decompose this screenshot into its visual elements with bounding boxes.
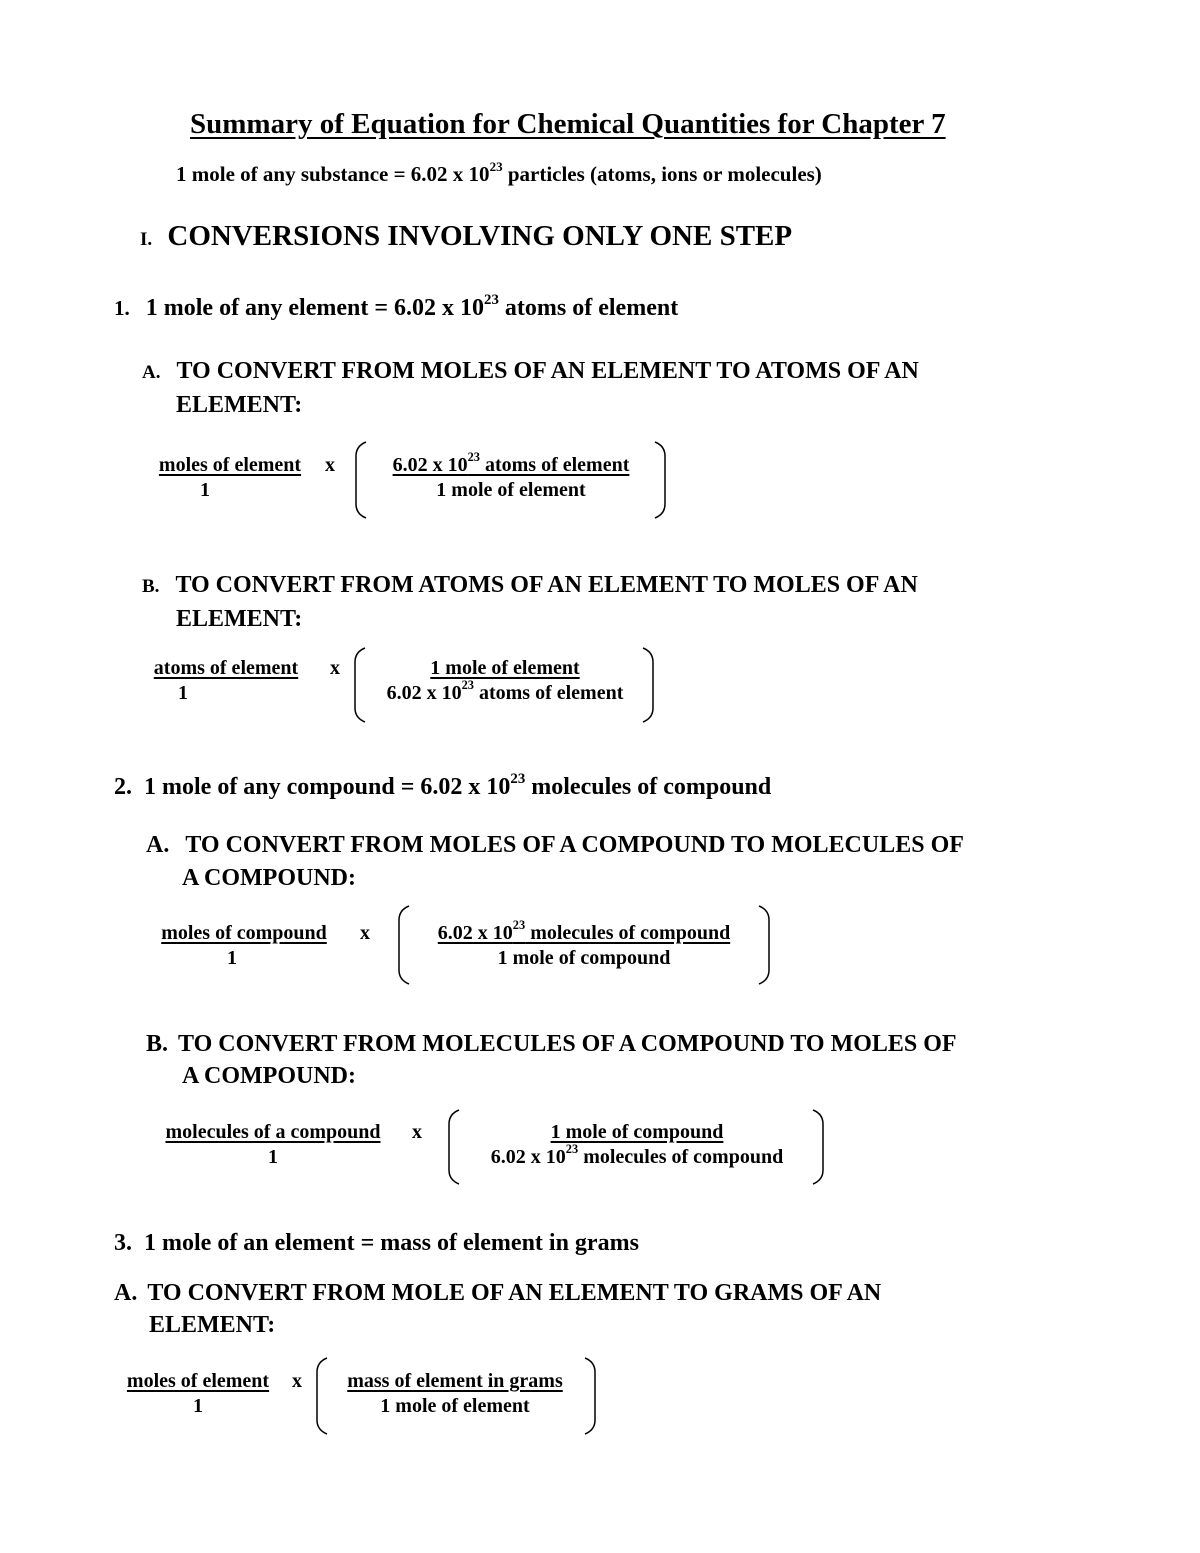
eq-2b-right-fraction: [462, 1121, 812, 1169]
eq-2a-right-numerator: [410, 918, 758, 945]
subsection-1a-line1: TO CONVERT FROM MOLES OF AN ELEMENT TO ATOMS OF AN: [176, 358, 919, 384]
subsection-1a-letter: A.: [142, 362, 161, 383]
eq-2b-times: x: [412, 1121, 422, 1143]
eq-1a-right-paren: [652, 440, 668, 520]
eq-3a-times: x: [292, 1370, 302, 1392]
eq-1a-right-num-tail: atoms of element: [479, 454, 630, 476]
subsection-3a-letter: A.: [114, 1280, 138, 1306]
item-1-lead: 1 mole of any element = 6.02 x 10: [145, 295, 485, 321]
eq-2a-right-num-exponent: 23: [512, 918, 526, 933]
section-numeral: I.: [140, 229, 153, 250]
subsection-3a-line2: ELEMENT:: [149, 1312, 276, 1338]
eq-3a-right-fraction: [326, 1370, 584, 1418]
eq-3a-right-paren: [582, 1356, 598, 1436]
eq-1b-right-fraction: [364, 657, 646, 705]
intro-lead: 1 mole of any substance = 6.02 x 10: [176, 162, 490, 186]
page-title: Summary of Equation for Chemical Quantities for Chapter 7: [190, 108, 946, 140]
eq-2a-left-fraction: [146, 922, 342, 970]
eq-2b-right-paren: [810, 1108, 826, 1186]
item-1-tail: atoms of element: [498, 295, 679, 321]
eq-2a-right-num-lead: 6.02 x 10: [437, 922, 513, 944]
item-1: [114, 291, 679, 322]
item-3-number: 3.: [114, 1230, 132, 1256]
eq-1a-right-numerator: [368, 450, 654, 477]
subsection-2a-letter: A.: [146, 832, 170, 858]
eq-2b-left-denominator: 1: [268, 1146, 278, 1168]
intro-line: [176, 159, 822, 187]
eq-1b-left-numerator: atoms of element: [153, 657, 299, 679]
eq-2a-times: x: [360, 922, 370, 944]
eq-2b-right-numerator: 1 mole of compound: [550, 1121, 724, 1143]
subsection-1b-letter: B.: [142, 576, 160, 597]
item-2-number: 2.: [114, 774, 132, 800]
eq-2a-right-paren: [756, 904, 772, 986]
subsection-2a-line1: TO CONVERT FROM MOLES OF A COMPOUND TO MOLECULES OF: [185, 832, 964, 858]
subsection-1a: [142, 358, 919, 385]
eq-1a-left-paren: [353, 440, 369, 520]
eq-2a-left-denominator: 1: [227, 947, 237, 969]
eq-2b-right-den-exponent: 23: [565, 1142, 579, 1157]
intro-exponent: 23: [489, 159, 503, 175]
eq-1a-right-fraction: [368, 450, 654, 502]
subsection-2a-line2: A COMPOUND:: [182, 865, 356, 891]
subsection-1a-line2: ELEMENT:: [176, 392, 303, 418]
eq-1a-left-numerator: moles of element: [158, 454, 302, 476]
subsection-2b-letter: B.: [146, 1031, 169, 1057]
eq-2a-left-numerator: moles of compound: [161, 922, 327, 944]
item-3: [114, 1230, 639, 1257]
subsection-3a-line1: TO CONVERT FROM MOLE OF AN ELEMENT TO GRAMS OF AN: [147, 1280, 882, 1306]
item-3-text: 1 mole of an element = mass of element in grams: [144, 1230, 639, 1256]
eq-2b-left-fraction: [146, 1121, 400, 1169]
subsection-2b-line2: A COMPOUND:: [182, 1063, 356, 1089]
eq-1b-right-denominator: [364, 678, 646, 705]
eq-1b-right-den-lead: 6.02 x 10: [386, 682, 462, 704]
subsection-1b-line2: ELEMENT:: [176, 606, 303, 632]
subsection-2b: [146, 1031, 957, 1058]
eq-2b-right-denominator: [462, 1142, 812, 1169]
eq-3a-left-fraction: [114, 1370, 282, 1418]
eq-1a-right-num-exponent: 23: [467, 450, 480, 465]
eq-2b-left-paren: [446, 1108, 462, 1186]
item-2-lead: 1 mole of any compound = 6.02 x 10: [144, 774, 511, 800]
eq-1b-right-den-tail: atoms of element: [473, 682, 624, 704]
item-1-number: 1.: [114, 296, 130, 320]
eq-1b-left-fraction: [140, 657, 312, 705]
eq-2a-right-fraction: [410, 918, 758, 970]
intro-tail: particles (atoms, ions or molecules): [502, 162, 822, 186]
eq-1b-right-paren: [640, 646, 656, 724]
eq-1a-left-fraction: [146, 454, 314, 502]
item-1-exponent: 23: [484, 291, 499, 308]
eq-3a-right-numerator: mass of element in grams: [347, 1370, 563, 1392]
subsection-1b: [142, 572, 918, 599]
eq-3a-left-denominator: 1: [193, 1395, 203, 1417]
item-2: [114, 770, 772, 801]
eq-2b-right-den-tail: molecules of compound: [578, 1146, 784, 1168]
item-2-tail: molecules of compound: [525, 774, 772, 800]
subsection-3a: [114, 1280, 881, 1307]
eq-3a-left-numerator: moles of element: [126, 1370, 270, 1392]
eq-1b-left-denominator: 1: [178, 682, 188, 704]
eq-2a-right-num-tail: molecules of compound: [525, 922, 731, 944]
eq-1a-right-denominator: 1 mole of element: [436, 479, 586, 501]
subsection-1b-line1: TO CONVERT FROM ATOMS OF AN ELEMENT TO MOLES OF AN: [175, 572, 918, 598]
item-2-exponent: 23: [510, 770, 526, 787]
eq-1a-left-denominator: 1: [200, 479, 210, 501]
eq-1b-right-den-exponent: 23: [461, 678, 474, 693]
subsection-2a: [146, 832, 964, 859]
subsection-2b-line1: TO CONVERT FROM MOLECULES OF A COMPOUND TO MOLES OF: [178, 1031, 957, 1057]
eq-2b-left-numerator: molecules of a compound: [165, 1121, 381, 1143]
eq-1b-right-numerator: 1 mole of element: [430, 657, 580, 679]
eq-3a-right-denominator: 1 mole of element: [380, 1395, 530, 1417]
eq-2b-right-den-lead: 6.02 x 10: [490, 1146, 566, 1168]
eq-1a-times: x: [325, 454, 335, 476]
eq-2a-right-denominator: 1 mole of compound: [497, 947, 671, 969]
eq-1a-right-num-lead: 6.02 x 10: [392, 454, 468, 476]
eq-1b-times: x: [330, 657, 340, 679]
section-heading: [140, 220, 792, 253]
section-heading-text: CONVERSIONS INVOLVING ONLY ONE STEP: [167, 220, 793, 252]
